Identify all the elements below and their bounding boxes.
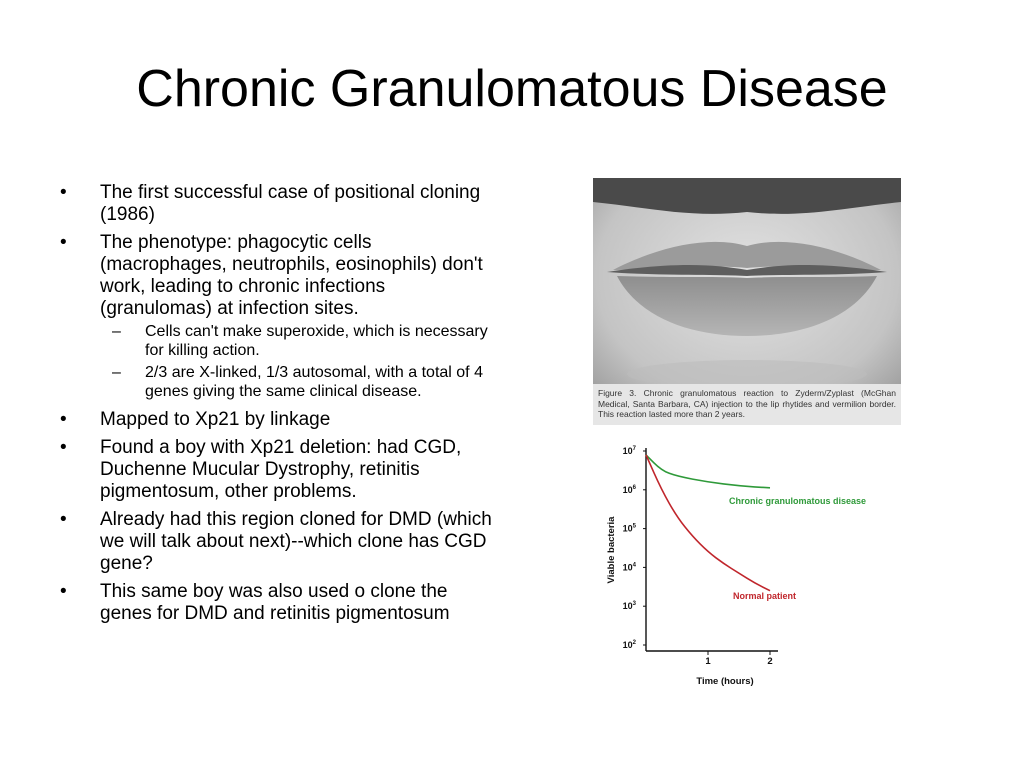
series-line <box>646 455 770 488</box>
y-tick-label: $10^6$ <box>622 484 636 495</box>
x-axis-label: Time (hours) <box>696 676 754 687</box>
bullet-text: Found a boy with Xp21 deletion: had CGD, Duchenne Mucular Dystrophy, retinitis pigmentosum, other problems. <box>100 437 462 502</box>
bullet-text: Mapped to Xp21 by linkage <box>100 409 331 430</box>
sub-bullet-list <box>100 322 500 401</box>
y-tick-label: $10^3$ <box>622 601 636 612</box>
y-tick-label: $10^2$ <box>622 640 636 650</box>
bullet-item <box>60 409 500 431</box>
bullet-text: Already had this region cloned for DMD (which we will talk about next)--which clone has CGD gene? <box>100 509 492 574</box>
bullet-item <box>60 437 500 503</box>
sub-bullet-text: 2/3 are X-linked, 1/3 autosomal, with a total of 4 genes giving the same clinical disease. <box>145 364 483 400</box>
x-tick-label: 2 <box>767 656 773 667</box>
bullet-list <box>60 182 500 631</box>
sub-bullet-item <box>100 322 500 360</box>
y-tick-label: $10^7$ <box>622 446 636 456</box>
sub-bullet-item <box>100 363 500 401</box>
bullet-text: This same boy was also used o clone the genes for DMD and retinitis pigmentosum <box>100 581 450 624</box>
y-tick-label: $10^5$ <box>622 523 636 534</box>
viable-bacteria-chart <box>600 438 900 688</box>
y-tick-label: $10^4$ <box>622 562 636 573</box>
bullet-item <box>60 509 500 575</box>
bullet-text: The phenotype: phagocytic cells (macrophages, neutrophils, eosinophils) don't work, leading to chronic infections (granulomas) at infection sites. <box>100 232 483 319</box>
x-tick-label: 1 <box>705 656 711 667</box>
series-label: Chronic granulomatous disease <box>729 496 867 506</box>
sub-bullet-text: Cells can't make superoxide, which is necessary for killing action. <box>145 323 488 359</box>
bullet-item <box>60 232 500 401</box>
slide-title: Chronic Granulomatous Disease <box>136 60 888 118</box>
bullet-item <box>60 581 500 625</box>
photo-caption: Figure 3. Chronic granulomatous reaction to Zyderm/Zyplast (McGhan Medical, Santa Barbara, CA) injection to the lip rhytides and vermilion border. This reaction lasted more than 2 years. <box>598 388 896 419</box>
series-label: Normal patient <box>733 591 797 601</box>
bullet-item <box>60 182 500 226</box>
bullet-text: The first successful case of positional cloning (1986) <box>100 182 481 225</box>
y-axis-label: Viable bacteria <box>606 516 617 584</box>
series-line <box>646 455 770 591</box>
